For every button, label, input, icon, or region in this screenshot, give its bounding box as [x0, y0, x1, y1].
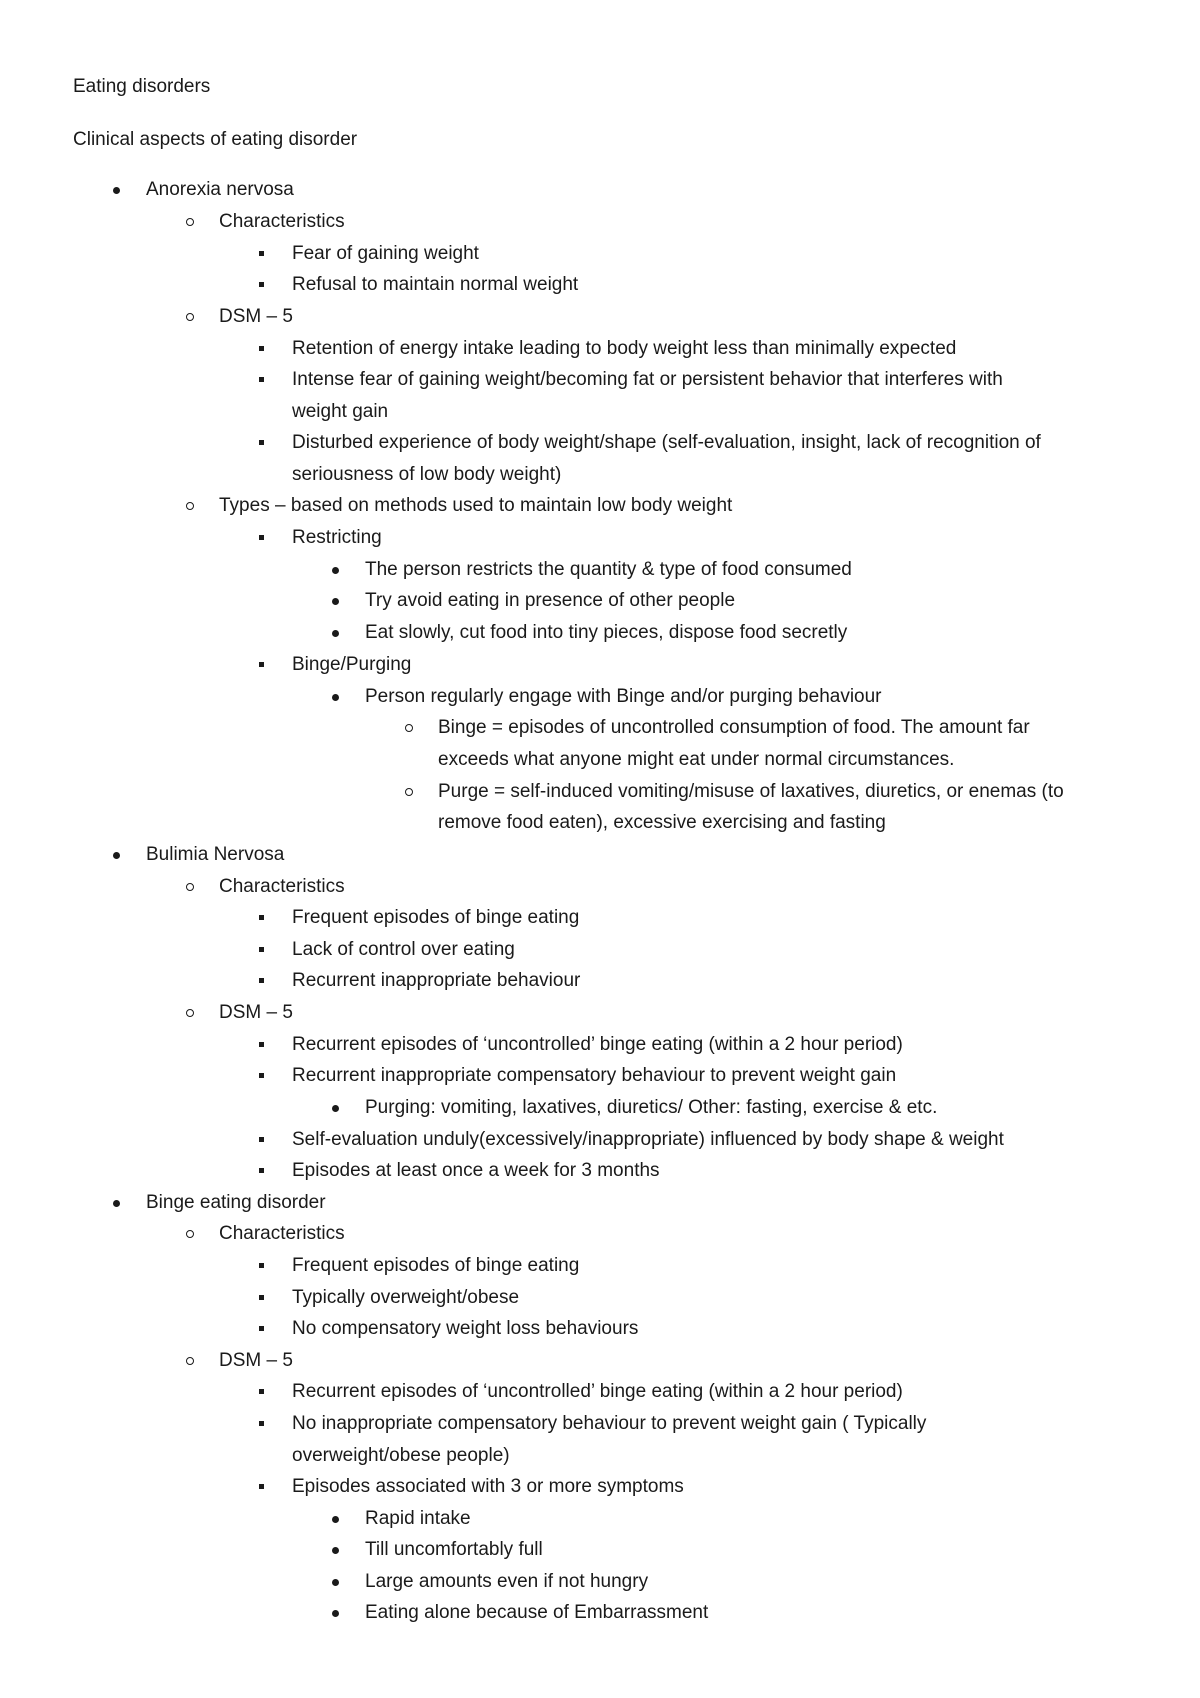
bullet-circle-icon — [186, 883, 194, 891]
bullet-circle-icon — [186, 218, 194, 226]
list-item-text: Eat slowly, cut food into tiny pieces, dispose food secretly — [365, 622, 848, 643]
list-item-text: Binge eating disorder — [146, 1192, 326, 1213]
bullet-square-icon — [259, 1137, 264, 1142]
list-item-text: Frequent episodes of binge eating — [292, 907, 580, 928]
bullet-square-icon — [259, 1484, 264, 1489]
bullet-square-icon — [259, 1168, 264, 1173]
list-item-text: Episodes at least once a week for 3 months — [292, 1160, 660, 1181]
list-item-text: Characteristics — [219, 211, 345, 232]
document-title: Eating disorders — [73, 76, 211, 97]
bullet-square-icon — [259, 282, 264, 287]
bullet-square-icon — [259, 662, 264, 667]
bullet-square-icon — [259, 251, 264, 256]
list-item-text: Fear of gaining weight — [292, 243, 479, 264]
bullet-square-icon — [259, 1326, 264, 1331]
bullet-dot-icon — [332, 1547, 339, 1554]
list-item-text-continuation: remove food eaten), excessive exercising and fasting — [438, 812, 886, 833]
list-item-text: Recurrent inappropriate behaviour — [292, 970, 581, 991]
list-item-text: Binge = episodes of uncontrolled consumption of food. The amount far — [438, 717, 1030, 738]
list-item-text-continuation: weight gain — [292, 401, 389, 422]
bullet-dot-icon — [332, 1516, 339, 1523]
bullet-circle-icon — [405, 788, 413, 796]
list-item-text-continuation: overweight/obese people) — [292, 1445, 510, 1466]
bullet-dot-icon — [113, 1200, 120, 1207]
list-item-text: Eating alone because of Embarrassment — [365, 1602, 709, 1623]
list-item-text: Recurrent inappropriate compensatory behaviour to prevent weight gain — [292, 1065, 897, 1086]
bullet-square-icon — [259, 915, 264, 920]
list-item-text: Episodes associated with 3 or more symptoms — [292, 1476, 684, 1497]
list-item-text: Large amounts even if not hungry — [365, 1571, 649, 1592]
bullet-square-icon — [259, 440, 264, 445]
bullet-dot-icon — [332, 1105, 339, 1112]
bullet-square-icon — [259, 1295, 264, 1300]
bullet-circle-icon — [186, 1357, 194, 1365]
list-item-text: Lack of control over eating — [292, 939, 515, 960]
list-item-text: Restricting — [292, 527, 382, 548]
bullet-square-icon — [259, 1263, 264, 1268]
list-item-text: DSM – 5 — [219, 1350, 293, 1371]
bullet-dot-icon — [113, 852, 120, 859]
list-item-text: Try avoid eating in presence of other people — [365, 590, 736, 611]
bullet-circle-icon — [186, 1009, 194, 1017]
list-item-text: Till uncomfortably full — [365, 1539, 543, 1560]
list-item-text: Intense fear of gaining weight/becoming fat or persistent behavior that interferes with — [292, 369, 1003, 390]
bullet-circle-icon — [405, 724, 413, 732]
list-item-text: Bulimia Nervosa — [146, 844, 285, 865]
list-item-text: DSM – 5 — [219, 1002, 293, 1023]
list-item-text: The person restricts the quantity & type of food consumed — [365, 559, 852, 580]
list-item-text: No inappropriate compensatory behaviour to prevent weight gain ( Typically — [292, 1413, 927, 1434]
bullet-square-icon — [259, 1421, 264, 1426]
bullet-square-icon — [259, 1042, 264, 1047]
bullet-circle-icon — [186, 502, 194, 510]
bullet-square-icon — [259, 346, 264, 351]
bullet-square-icon — [259, 1073, 264, 1078]
list-item-text: DSM – 5 — [219, 306, 293, 327]
bullet-square-icon — [259, 535, 264, 540]
list-item-text: Recurrent episodes of ‘uncontrolled’ binge eating (within a 2 hour period) — [292, 1034, 903, 1055]
list-item-text: Characteristics — [219, 876, 345, 897]
bullet-square-icon — [259, 377, 264, 382]
bullet-dot-icon — [332, 598, 339, 605]
list-item-text-continuation: exceeds what anyone might eat under normal circumstances. — [438, 749, 955, 770]
list-item-text: Characteristics — [219, 1223, 345, 1244]
list-item-text: Refusal to maintain normal weight — [292, 274, 579, 295]
bullet-dot-icon — [332, 1610, 339, 1617]
list-item-text-continuation: seriousness of low body weight) — [292, 464, 562, 485]
list-item-text: Retention of energy intake leading to body weight less than minimally expected — [292, 338, 957, 359]
list-item-text: Self-evaluation unduly(excessively/inappropriate) influenced by body shape & weight — [292, 1129, 1004, 1150]
bullet-dot-icon — [332, 1579, 339, 1586]
bullet-dot-icon — [332, 694, 339, 701]
list-item-text: Rapid intake — [365, 1508, 471, 1529]
list-item-text: Anorexia nervosa — [146, 179, 294, 200]
bullet-circle-icon — [186, 313, 194, 321]
list-item-text: Disturbed experience of body weight/shape (self-evaluation, insight, lack of recognition of — [292, 432, 1041, 453]
list-item-text: Binge/Purging — [292, 654, 412, 675]
bullet-square-icon — [259, 1389, 264, 1394]
bullet-dot-icon — [332, 630, 339, 637]
list-item-text: Typically overweight/obese — [292, 1287, 520, 1308]
section-heading: Clinical aspects of eating disorder — [73, 129, 358, 150]
bullet-dot-icon — [332, 567, 339, 574]
list-item-text: Recurrent episodes of ‘uncontrolled’ binge eating (within a 2 hour period) — [292, 1381, 903, 1402]
list-item-text: Purge = self-induced vomiting/misuse of laxatives, diuretics, or enemas (to — [438, 781, 1064, 802]
bullet-circle-icon — [186, 1230, 194, 1238]
list-item-text: Types – based on methods used to maintain low body weight — [219, 495, 733, 516]
bullet-square-icon — [259, 978, 264, 983]
bullet-dot-icon — [113, 187, 120, 194]
list-item-text: Purging: vomiting, laxatives, diuretics/ Other: fasting, exercise & etc. — [365, 1097, 938, 1118]
bullet-square-icon — [259, 947, 264, 952]
list-item-text: Person regularly engage with Binge and/or purging behaviour — [365, 686, 882, 707]
list-item-text: No compensatory weight loss behaviours — [292, 1318, 639, 1339]
list-item-text: Frequent episodes of binge eating — [292, 1255, 580, 1276]
